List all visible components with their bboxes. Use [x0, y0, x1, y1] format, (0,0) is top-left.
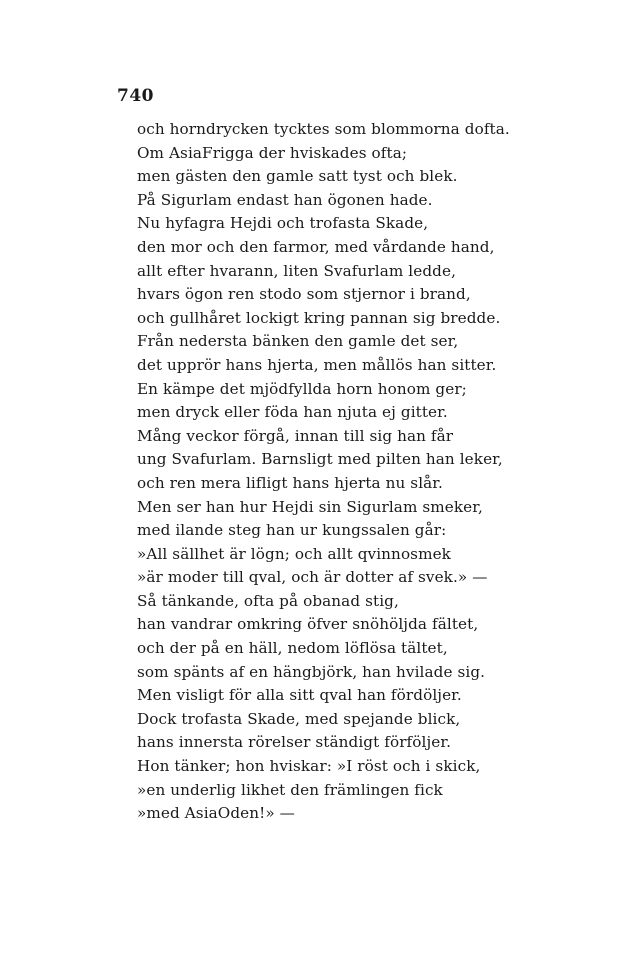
poem-line: och horndrycken tycktes som blommorna dofta.: [137, 120, 510, 138]
poem-line: »All sällhet är lögn; och allt qvinnosmek: [137, 544, 451, 563]
poem-line: Från nedersta bänken den gamle det ser,: [137, 332, 459, 351]
poem-line: Mång veckor förgå, innan till sig han får: [137, 426, 454, 445]
poem-line: och ren mera lifligt hans hjerta nu slår.: [137, 473, 443, 492]
poem-line: »med AsiaOden!» —: [137, 804, 295, 823]
poem-line: På Sigurlam endast han ögonen hade.: [137, 190, 433, 209]
poem-line: hans innersta rörelser ständigt förföljer.: [137, 733, 451, 752]
poem-line: En kämpe det mjödfyllda horn honom ger;: [137, 379, 467, 398]
poem-line: med ilande steg han ur kungssalen går:: [137, 521, 447, 540]
poem-line: Men visligt för alla sitt qval han fördöljer.: [137, 686, 462, 705]
poem-line: ung Svafurlam. Barnsligt med pilten han leker,: [137, 450, 503, 469]
poem-line: och gullhåret lockigt kring pannan sig bredde.: [137, 308, 501, 327]
poem-line: han vandrar omkring öfver snöhöljda fältet,: [137, 615, 479, 634]
poem-line: men gästen den gamle satt tyst och blek.: [137, 167, 458, 186]
poem-line: Så tänkande, ofta på obanad stig,: [137, 591, 399, 610]
poem-line: men dryck eller föda han njuta ej gitter.: [137, 403, 448, 422]
poem-line: som spänts af en hängbjörk, han hvilade sig.: [137, 662, 486, 681]
poem-line: Men ser han hur Hejdi sin Sigurlam smeker,: [137, 497, 483, 516]
poem-line: »är moder till qval, och är dotter af svek.» —: [137, 568, 488, 587]
poem-line: Om AsiaFrigga der hviskades ofta;: [137, 143, 408, 162]
poem-line: den mor och den farmor, med vårdande hand,: [137, 237, 495, 256]
poem-line: Hon tänker; hon hviskar: »I röst och i skick,: [137, 757, 481, 776]
poem-line: och der på en häll, nedom löflösa tältet,: [137, 639, 448, 658]
poem-line: det upprör hans hjerta, men mållös han sitter.: [137, 355, 497, 374]
poem-text: [137, 118, 517, 826]
poem-line: »en underlig likhet den främlingen fick: [137, 780, 443, 799]
poem-line: hvars ögon ren stodo som stjernor i brand,: [137, 285, 471, 304]
poem-line: Nu hyfagra Hejdi och trofasta Skade,: [137, 214, 429, 233]
page-number: 740: [117, 86, 154, 106]
poem-line: allt efter hvarann, liten Svafurlam ledde,: [137, 261, 456, 280]
poem-line: Dock trofasta Skade, med spejande blick,: [137, 709, 461, 728]
